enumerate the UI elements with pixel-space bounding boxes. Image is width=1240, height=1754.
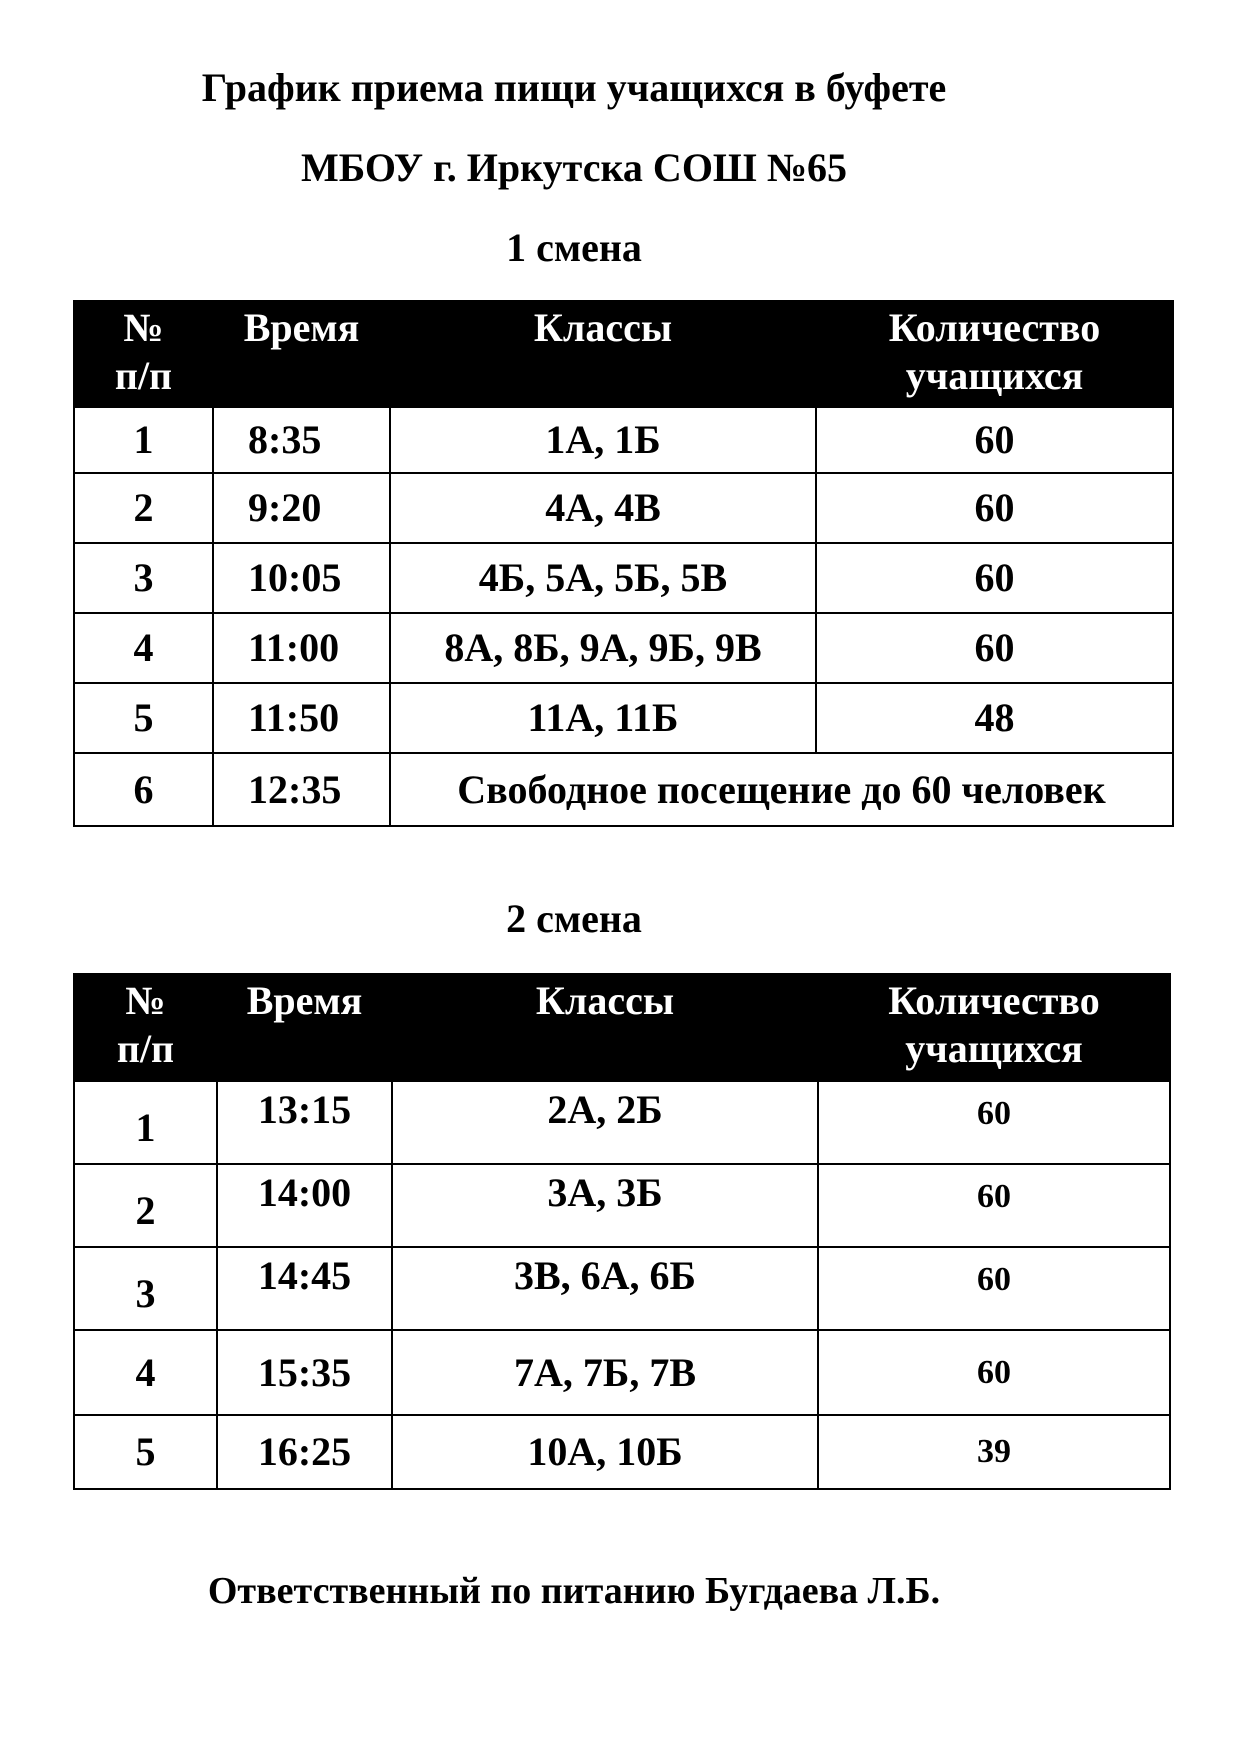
table-row xyxy=(74,1247,1170,1330)
header-number-line2: п/п xyxy=(114,353,173,398)
table-row xyxy=(74,543,1173,613)
row-classes: 2А, 2Б xyxy=(392,1081,818,1164)
row-time: 13:15 xyxy=(217,1081,392,1164)
row-classes: 4А, 4В xyxy=(390,473,816,543)
row-number: 5 xyxy=(74,1415,217,1489)
responsible-person-note: Ответственный по питанию Бугдаева Л.Б. xyxy=(207,1570,941,1612)
row-classes: 1А, 1Б xyxy=(390,407,816,473)
row-count: 60 xyxy=(816,407,1173,473)
header-number-line1: № xyxy=(123,305,164,350)
row-classes: 11А, 11Б xyxy=(390,683,816,753)
row-classes: 4Б, 5А, 5Б, 5В xyxy=(390,543,816,613)
header-classes: Классы xyxy=(390,301,816,407)
row-time: 14:00 xyxy=(217,1164,392,1247)
header-count-line1: Количество xyxy=(888,305,1101,350)
row-count: 60 xyxy=(816,543,1173,613)
header-number xyxy=(74,301,213,407)
shift-2-title: 2 смена xyxy=(506,896,642,941)
header-time: Время xyxy=(217,974,392,1081)
table-header-row xyxy=(74,974,1170,1081)
header-number-line1: № xyxy=(125,978,166,1023)
header-time: Время xyxy=(213,301,390,407)
row-count: 60 xyxy=(818,1081,1170,1164)
row-time: 16:25 xyxy=(217,1415,392,1489)
row-classes: 8А, 8Б, 9А, 9Б, 9В xyxy=(390,613,816,683)
row-number: 1 xyxy=(74,1081,217,1164)
row-time: 9:20 xyxy=(213,473,390,543)
row-number: 3 xyxy=(74,543,213,613)
row-number: 4 xyxy=(74,613,213,683)
school-name: МБОУ г. Иркутска СОШ №65 xyxy=(300,145,848,190)
row-number: 2 xyxy=(74,1164,217,1247)
table-header-row xyxy=(74,301,1173,407)
row-number: 2 xyxy=(74,473,213,543)
row-number: 3 xyxy=(74,1247,217,1330)
row-classes: 3В, 6А, 6Б xyxy=(392,1247,818,1330)
table-row xyxy=(74,683,1173,753)
header-count-line2: учащихся xyxy=(905,353,1084,398)
header-number-line2: п/п xyxy=(116,1026,175,1071)
table-row xyxy=(74,473,1173,543)
row-count: 60 xyxy=(818,1247,1170,1330)
table-row xyxy=(74,613,1173,683)
table-row xyxy=(74,753,1173,826)
table-row xyxy=(74,407,1173,473)
row-count: 48 xyxy=(816,683,1173,753)
row-number: 6 xyxy=(74,753,213,826)
header-count-line1: Количество xyxy=(888,978,1100,1023)
document-title: График приема пищи учащихся в буфете xyxy=(201,65,947,110)
row-count: 60 xyxy=(816,473,1173,543)
row-time: 11:50 xyxy=(213,683,390,753)
row-classes: 7А, 7Б, 7В xyxy=(392,1330,818,1415)
row-classes: 3А, 3Б xyxy=(392,1164,818,1247)
row-number: 5 xyxy=(74,683,213,753)
header-count-line2: учащихся xyxy=(905,1026,1083,1071)
shift-2-table xyxy=(73,973,1171,1490)
header-classes: Классы xyxy=(392,974,818,1081)
row-time: 11:00 xyxy=(213,613,390,683)
table-row xyxy=(74,1164,1170,1247)
table-row xyxy=(74,1330,1170,1415)
table-row xyxy=(74,1081,1170,1164)
row-count: 39 xyxy=(818,1415,1170,1489)
row-classes: 10А, 10Б xyxy=(392,1415,818,1489)
header-count xyxy=(816,301,1173,407)
row-free-visit-note: Свободное посещение до 60 человек xyxy=(390,753,1173,826)
row-number: 4 xyxy=(74,1330,217,1415)
row-time: 10:05 xyxy=(213,543,390,613)
row-count: 60 xyxy=(818,1330,1170,1415)
row-time: 8:35 xyxy=(213,407,390,473)
row-time: 15:35 xyxy=(217,1330,392,1415)
header-number xyxy=(74,974,217,1081)
shift-1-title: 1 смена xyxy=(506,225,642,270)
row-number: 1 xyxy=(74,407,213,473)
table-row xyxy=(74,1415,1170,1489)
row-count: 60 xyxy=(818,1164,1170,1247)
header-count xyxy=(818,974,1170,1081)
shift-1-table xyxy=(73,300,1174,827)
row-count: 60 xyxy=(816,613,1173,683)
row-time: 14:45 xyxy=(217,1247,392,1330)
row-time: 12:35 xyxy=(213,753,390,826)
